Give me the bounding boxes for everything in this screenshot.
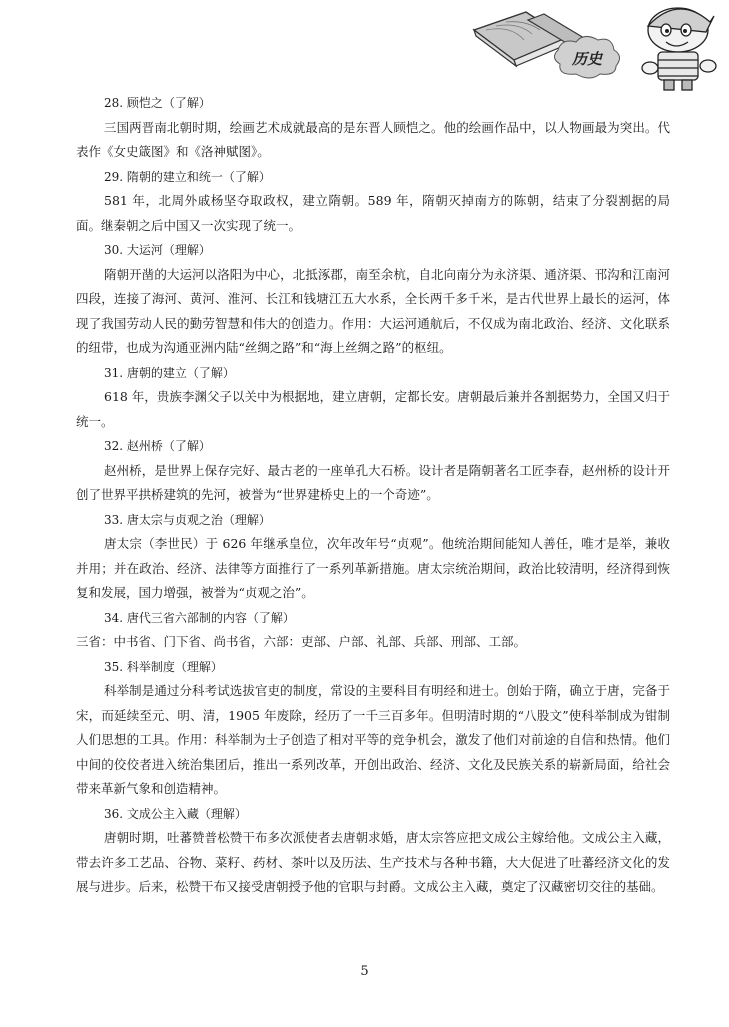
section-heading-31: 31. 唐朝的建立（了解） [104, 365, 235, 380]
section-body-29: 581 年，北周外戚杨坚夺取政权，建立隋朝。589 年，隋朝灭掉南方的陈朝，结束了分裂割据的局面。继秦朝之后中国又一次实现了统一。 [76, 193, 670, 233]
page-number: 5 [360, 964, 369, 979]
section-body-28: 三国两晋南北朝时期，绘画艺术成就最高的是东晋人顾恺之。他的绘画作品中，以人物画最为突出。代表作《女史箴图》和《洛神赋图》。 [76, 119, 670, 159]
section-body-32: 赵州桥，是世界上保存完好、最古老的一座单孔大石桥。设计者是隋朝著名工匠李春，赵州桥的设计开创了世界平拱桥建筑的先河，被誉为“世界建桥史上的一个奇迹”。 [76, 462, 670, 502]
section-heading-32: 32. 赵州桥（了解） [104, 439, 211, 453]
section-heading-28: 28. 顾恺之（了解） [104, 96, 211, 110]
section-heading-36: 36. 文成公主入藏（理解） [104, 806, 247, 821]
section-body-30: 隋朝开凿的大运河以洛阳为中心，北抵涿郡，南至余杭，自北向南分为永济渠、通济渠、邗沟和江南河四段，连接了海河、黄河、淮河、长江和钱塘江五大水系，全长两千多千米，是古代世界上最长的运河，体现了我国劳动人民的勤劳智慧和伟大的创造力。作用：大运河通航后，不仅成为南北政治、经济、文化联系的纽带，也成为沟通亚洲内陆“丝绸之路”和“海上丝绸之路”的枢纽。 [76, 266, 670, 355]
subject-label: 历史 [571, 50, 603, 68]
section-body-36: 唐朝时期，吐蕃赞普松赞干布多次派使者去唐朝求婚，唐太宗答应把文成公主嫁给他。文成公主入藏，带去许多工艺品、谷物、菜籽、药材、茶叶以及历法、生产技术与各种书籍，大大促进了吐蕃经济文化的发展与进步。后来，松赞干布又接受唐朝授予他的官职与封爵。文成公主入藏，奠定了汉藏密切交往的基础。 [76, 830, 670, 894]
section-body-35: 科举制是通过分科考试选拔官吏的制度，常设的主要科目有明经和进士。创始于隋，确立于唐，完备于宋，而延续至元、明、清，1905 年废除，经历了一千三百多年。但明清时期的“八股文”使科举制成为钳制人们思想的工具。作用：科举制为士子创造了相对平等的竞争机会，激发了他们对前途的自信和热情。他们中间的佼佼者进入统治集团后，推出一系列改革，开创出政治、经济、文化及民族关系的崭新局面，给社会带来革新气象和创造精神。 [76, 683, 670, 796]
section-heading-30: 30. 大运河（理解） [104, 243, 211, 257]
section-body-31: 618 年，贵族李渊父子以关中为根据地，建立唐朝，定都长安。唐朝最后兼并各割据势力，全国又归于统一。 [76, 389, 670, 429]
header-illustration [466, 0, 729, 92]
section-heading-34: 34. 唐代三省六部制的内容（了解） [104, 610, 295, 625]
section-heading-29: 29. 隋朝的建立和统一（了解） [104, 169, 271, 184]
cartoon-student-icon [642, 8, 716, 90]
section-body-33: 唐太宗（李世民）于 626 年继承皇位，次年改年号“贞观”。他统治期间能知人善任，唯才是举，兼收并用；并在政治、经济、法律等方面推行了一系列革新措施。唐太宗统治期间，政治比较清明，经济得到恢复和发展，国力增强，被誉为“贞观之治”。 [76, 536, 670, 600]
section-body-34: 三省：中书省、门下省、尚书省，六部：吏部、户部、礼部、兵部、刑部、工部。 [76, 634, 527, 649]
section-heading-33: 33. 唐太宗与贞观之治（理解） [104, 512, 271, 527]
section-heading-35: 35. 科举制度（理解） [104, 659, 223, 674]
document-body [76, 91, 670, 900]
